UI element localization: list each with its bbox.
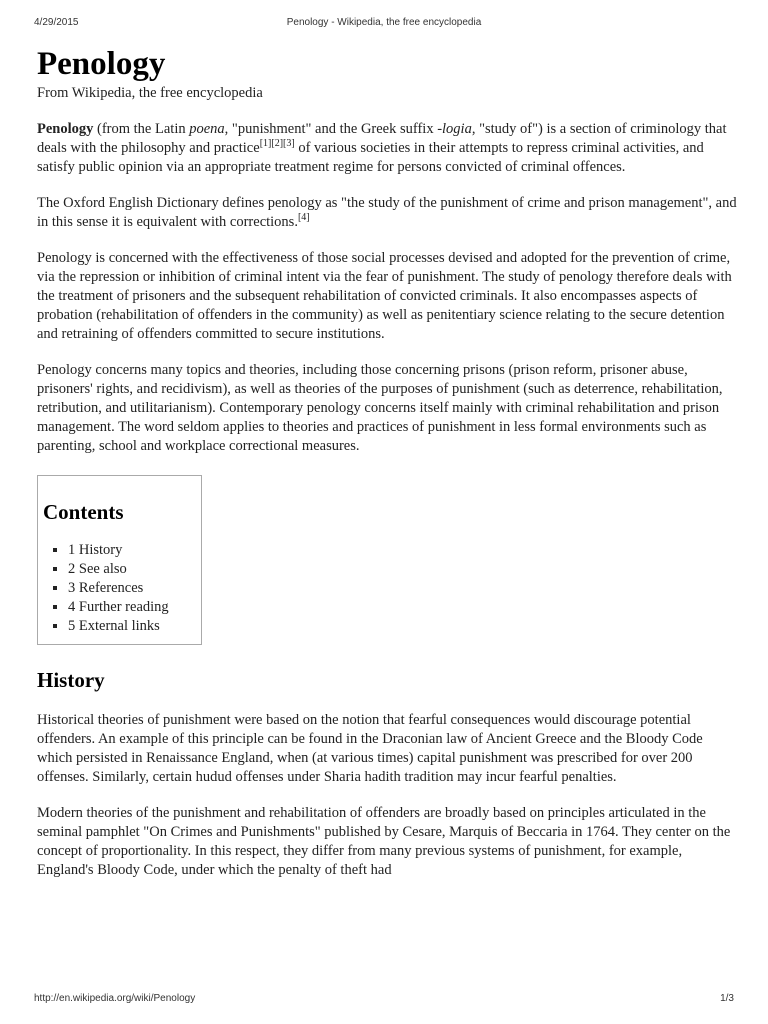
topics-paragraph: Penology concerns many topics and theories, including those concerning prisons (prison reform, prisoner abuse, prisoners' rights, and recidivism), as well as theories of the purposes of punishment (such as deterrence, rehabilitation, retribution, and utilitarianism). Contemporary penology concerns itself mainly with criminal rehabilitation and prison management. The word seldom applies to theories and practices of punishment in less formal environments such as parenting, school and workplace correctional measures. [37,362,723,454]
toc-item-external-links[interactable]: ▪ 5 External links [68,617,177,636]
article-title: Penology [37,46,166,82]
intro-text-1: (from the Latin [93,121,190,137]
history-heading: History [37,668,105,692]
oed-text: The Oxford English Dictionary defines penology as "the study of the punishment of crime and prison management", and in this sense it is equivalent with corrections. [37,195,737,230]
reference-3-link[interactable]: [3] [283,138,295,150]
article-content [37,44,737,984]
print-page-title: Penology - Wikipedia, the free encyclopedia [286,17,482,28]
latin-word-link[interactable]: poena [189,121,225,137]
print-footer [34,993,734,1007]
intro-term: Penology [37,121,94,137]
toc-item-history[interactable]: ▪ 1 History [68,541,177,560]
toc-item-see-also[interactable]: ▪ 2 See also [68,560,177,579]
greek-suffix-link[interactable]: -logia [437,121,472,137]
scope-paragraph: Penology is concerned with the effectiveness of those social processes devised and adopted for the prevention of crime, via the repression or inhibition of criminal intent via the fear of punishment. The study of penology therefore deals with the treatment of prisoners and the subsequent rehabilitation of convicted criminals. It also encompasses aspects of probation (rehabilitation of offenders in the community) as well as penitentiary science relating to the secure detention and retraining of offenders committed to secure institutions. [37,250,732,342]
history-paragraph-1: Historical theories of punishment were based on the notion that fearful consequences would discourage potential offenders. An example of this principle can be found in the Draconian law of Ancient Greece and the Bloody Code which persisted in Renaissance England, when (at various times) capital punishment was prescribed for over 200 offenses. Similarly, certain hudud offenses under Sharia hadith tradition may incur fearful penalties. [37,712,703,785]
intro-text-2: , "punishment" and the Greek suffix [224,121,438,137]
print-page-number: 1/3 [720,993,734,1004]
intro-text-3: , "study of") is a section of criminology that deals with the philosophy and practice [37,121,727,156]
print-header [34,17,734,31]
reference-1-link[interactable]: [1] [259,138,272,150]
intro-paragraph [37,120,737,177]
table-of-contents [37,475,202,645]
print-url: http://en.wikipedia.org/wiki/Penology [34,993,196,1004]
oed-paragraph [37,194,737,232]
toc-list [43,541,177,636]
history-paragraph-2: Modern theories of the punishment and rehabilitation of offenders are broadly based on principles articulated in the seminal pamphlet "On Crimes and Punishments" published by Cesare, Marquis of Beccaria in 1764. They center on the concept of proportionality. In this respect, they differ from many previous systems of punishment, for example, England's Bloody Code, under which the penalty of theft had [37,805,731,878]
intro-text-4: of various societies in their attempts to repress criminal activities, and satisfy public opinion via an appropriate treatment regime for persons convicted of criminal offences. [37,140,704,175]
reference-2-link[interactable]: [2] [271,138,284,150]
print-date: 4/29/2015 [34,17,79,28]
toc-item-references[interactable]: ▪ 3 References [68,579,177,598]
toc-title: Contents [43,500,124,524]
article-subtitle: From Wikipedia, the free encyclopedia [37,85,263,101]
reference-4-link[interactable]: [4] [297,212,310,224]
toc-item-further-reading[interactable]: ▪ 4 Further reading [68,598,177,617]
